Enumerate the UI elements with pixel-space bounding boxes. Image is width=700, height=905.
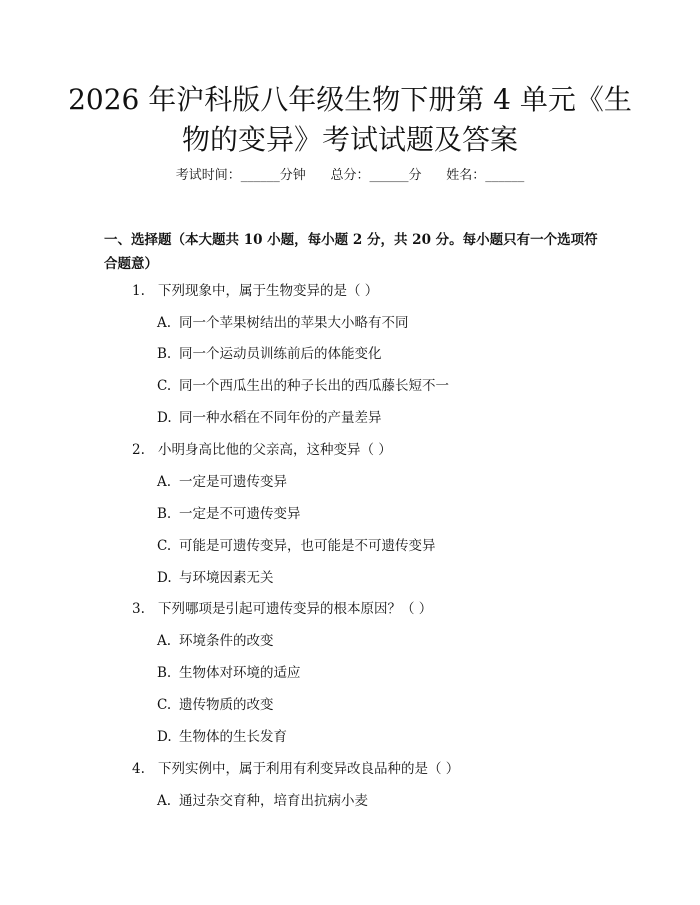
question-text: 下列实例中，属于利用有利变异改良品种的是（ ） xyxy=(158,761,460,777)
question-3 xyxy=(132,599,432,619)
question-number: 3. xyxy=(132,601,145,617)
option-text: 环境条件的改变 xyxy=(179,633,274,649)
option-text: 同一个苹果树结出的苹果大小略有不同 xyxy=(179,315,409,331)
question-1-option-d xyxy=(157,408,382,428)
question-1-option-b xyxy=(157,344,382,364)
option-letter: D. xyxy=(157,729,172,745)
option-text: 一定是可遗传变异 xyxy=(179,474,287,490)
option-letter: D. xyxy=(157,570,172,586)
question-2-option-a xyxy=(157,472,287,492)
option-letter: B. xyxy=(157,506,172,522)
option-text: 可能是可遗传变异，也可能是不可遗传变异 xyxy=(179,538,436,554)
question-1 xyxy=(132,281,378,301)
question-number: 4. xyxy=(132,761,145,777)
question-2-option-b xyxy=(157,504,301,524)
option-letter: A. xyxy=(157,793,172,809)
option-letter: C. xyxy=(157,697,172,713)
option-text: 与环境因素无关 xyxy=(179,570,274,586)
question-3-option-c xyxy=(157,695,274,715)
question-2 xyxy=(132,440,392,460)
option-text: 一定是不可遗传变异 xyxy=(179,506,301,522)
option-text: 同一个运动员训练前后的体能变化 xyxy=(179,346,382,362)
question-4-option-a xyxy=(157,791,368,811)
question-2-option-d xyxy=(157,568,274,588)
question-3-option-b xyxy=(157,663,301,683)
option-text: 通过杂交育种，培育出抗病小麦 xyxy=(179,793,368,809)
question-3-option-a xyxy=(157,631,274,651)
option-letter: A. xyxy=(157,315,172,331)
question-2-option-c xyxy=(157,536,436,556)
question-text: 小明身高比他的父亲高，这种变异（ ） xyxy=(158,442,392,458)
question-text: 下列现象中，属于生物变异的是（ ） xyxy=(158,283,379,299)
option-letter: B. xyxy=(157,346,172,362)
option-letter: C. xyxy=(157,538,172,554)
question-number: 1. xyxy=(132,283,145,299)
option-letter: C. xyxy=(157,378,172,394)
question-1-option-c xyxy=(157,376,449,396)
section-heading: 一、选择题（本大题共 10 小题，每小题 2 分，共 20 分。每小题只有一个选项符合题意） xyxy=(104,232,598,272)
exam-info-line: 考试时间：______分钟 总分：______分 姓名：______ xyxy=(175,168,525,183)
question-3-option-d xyxy=(157,727,287,747)
option-text: 生物体对环境的适应 xyxy=(179,665,301,681)
question-1-option-a xyxy=(157,313,409,333)
option-text: 同一种水稻在不同年份的产量差异 xyxy=(179,410,382,426)
option-letter: B. xyxy=(157,665,172,681)
option-letter: A. xyxy=(157,633,172,649)
question-4 xyxy=(132,759,459,779)
document-title: 2026 年沪科版八年级生物下册第 4 单元《生物的变异》考试试题及答案 xyxy=(68,83,632,156)
option-text: 生物体的生长发育 xyxy=(179,729,287,745)
option-text: 遗传物质的改变 xyxy=(179,697,274,713)
question-text: 下列哪项是引起可遗传变异的根本原因？（ ） xyxy=(158,601,433,617)
option-text: 同一个西瓜生出的种子长出的西瓜藤长短不一 xyxy=(179,378,449,394)
question-number: 2. xyxy=(132,442,145,458)
option-letter: D. xyxy=(157,410,172,426)
option-letter: A. xyxy=(157,474,172,490)
